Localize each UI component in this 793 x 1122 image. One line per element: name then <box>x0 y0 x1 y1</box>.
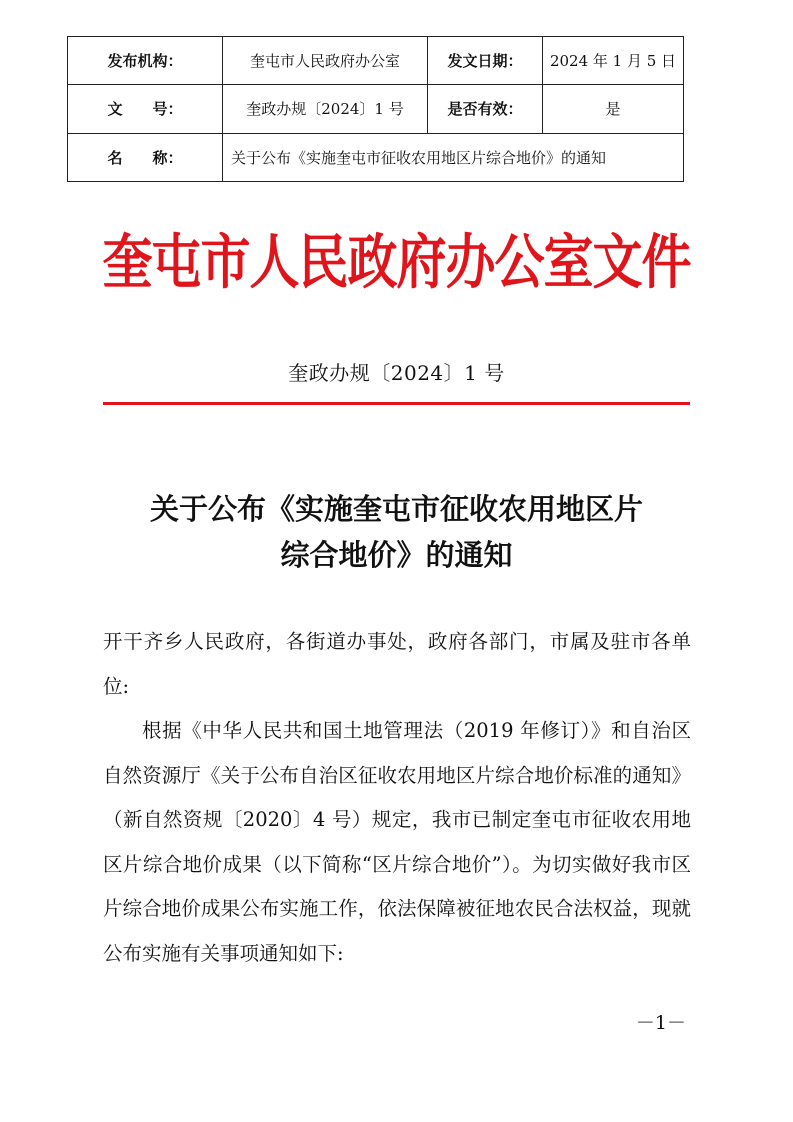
doc-number-value: 奎政办规〔2024〕1 号 <box>223 85 428 133</box>
document-number: 奎政办规〔2024〕1 号 <box>288 361 505 385</box>
document-title-line-2: 综合地价》的通知 <box>280 538 513 572</box>
validity-label: 是否有效： <box>428 85 543 133</box>
validity-value: 是 <box>543 85 684 133</box>
issue-date-label: 发文日期： <box>428 37 543 85</box>
body-paragraph-1: 根据《中华人民共和国土地管理法（2019 年修订）》和自治区自然资源厅《关于公布自治区征收农用地区片综合地价标准的通知》（新自然资规〔2020〕4 号）规定，我市已制定奎屯市征收农用地区片综合地价成果（以下简称“区片综合地价”）。为切实做好我市区片综合地价成果公布实施工作，依法保障被征地农民合法权益，现就公布实施有关事项通知如下: <box>103 719 691 965</box>
doc-name-label: 名 称： <box>68 133 223 181</box>
doc-name-value: 关于公布《实施奎屯市征收农用地区片综合地价》的通知 <box>223 133 684 181</box>
metadata-row-name <box>68 133 684 181</box>
document-body <box>103 620 691 976</box>
doc-number-label: 文 号： <box>68 85 223 133</box>
red-divider <box>103 402 690 405</box>
salutation: 开干齐乡人民政府，各街道办事处，政府各部门，市属及驻市各单位: <box>103 630 691 698</box>
page-number: －1－ <box>635 1012 686 1034</box>
metadata-row-issuer <box>68 37 684 85</box>
metadata-table <box>67 36 684 182</box>
document-masthead: 奎屯市人民政府办公室文件 <box>102 226 691 297</box>
metadata-row-docno <box>68 85 684 133</box>
issuer-label: 发布机构： <box>68 37 223 85</box>
issue-date-value: 2024 年 1 月 5 日 <box>543 37 684 85</box>
issuer-value: 奎屯市人民政府办公室 <box>223 37 428 85</box>
document-title-line-1: 关于公布《实施奎屯市征收农用地区片 <box>149 492 643 526</box>
